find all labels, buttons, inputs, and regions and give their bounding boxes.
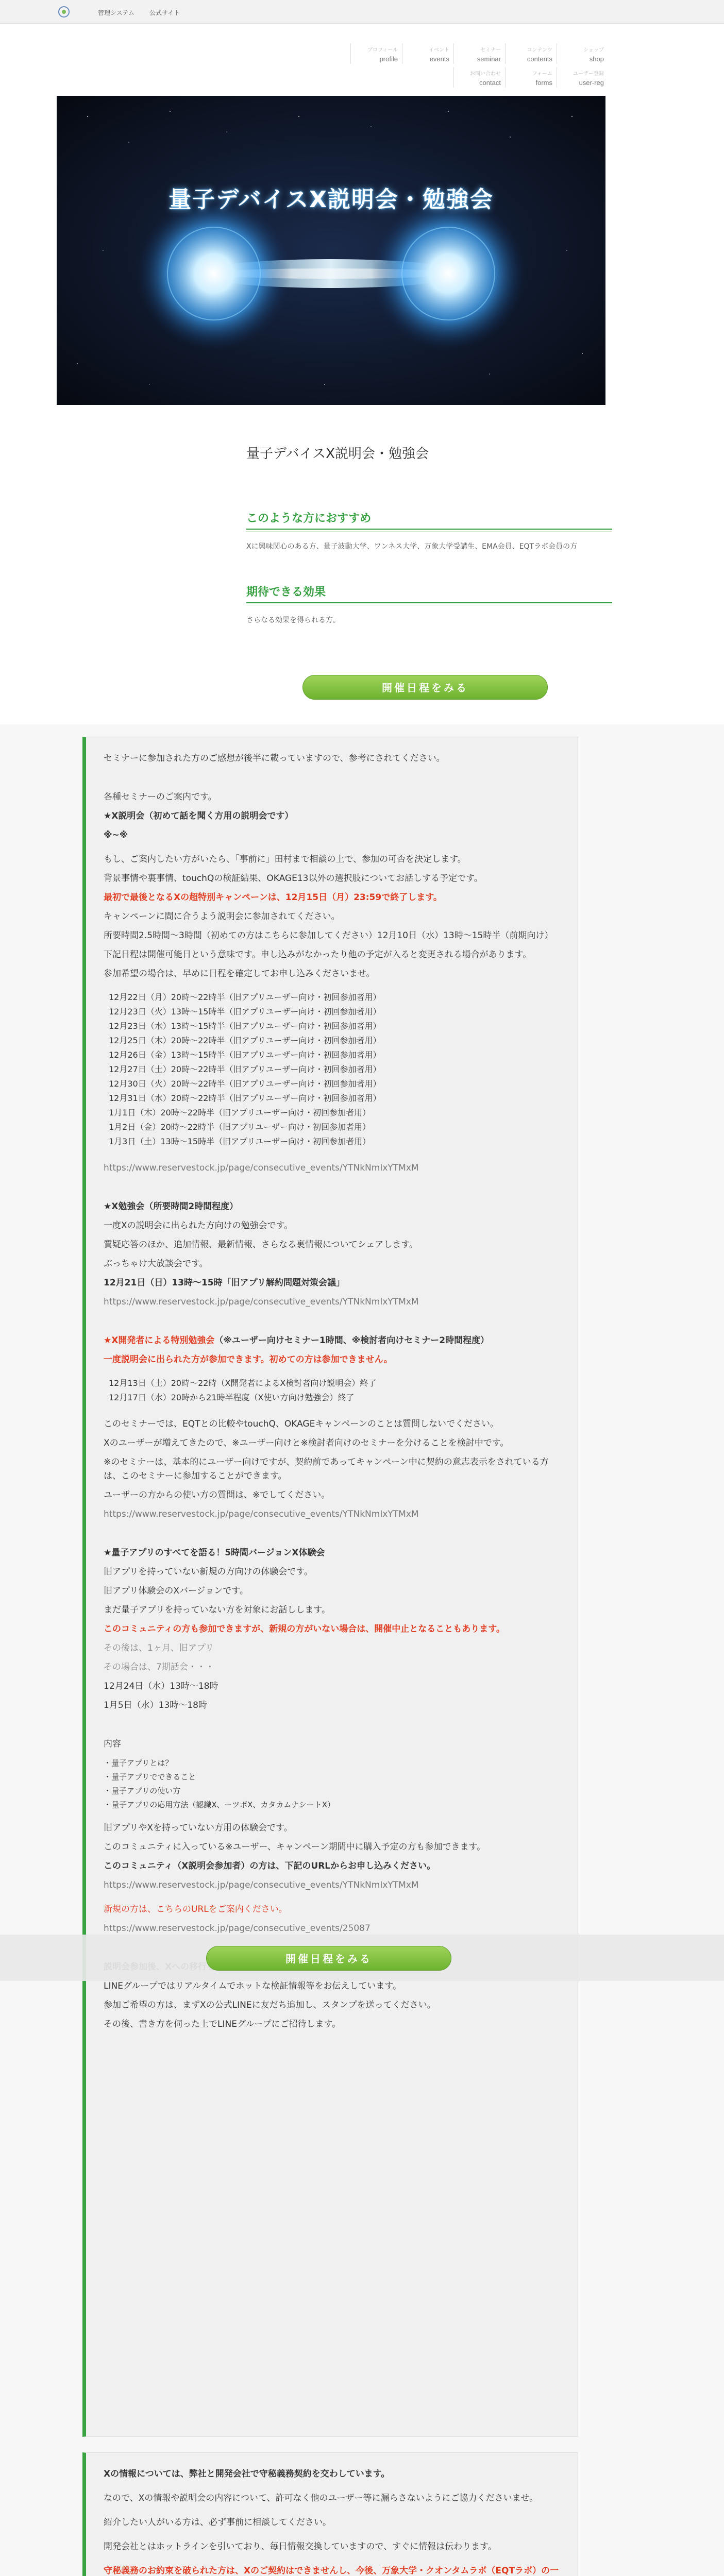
s4-p2: 旧アプリ体験会のXバージョンです。	[104, 1586, 248, 1596]
s3-title-red: ★X開発者による特別勉強会	[104, 1335, 215, 1346]
s3-notice: 一度説明会に出られた方が参加できます。初めての方は参加できません。	[104, 1354, 393, 1365]
nav-seminar[interactable]	[453, 43, 505, 64]
p2-p1: Xの情報については、弊社と開発会社で守秘義務契約を交わしています。	[104, 2469, 390, 2479]
p2-p2: なので、Xの情報や説明会の内容について、許可なく他のユーザー等に漏らさないようにご協力くださいませ。	[104, 2493, 538, 2503]
logo-icon[interactable]	[57, 5, 71, 19]
schedule-item: 1月3日（土）13時〜15時半（旧アプリユーザー向け・初回参加者用）	[109, 1137, 371, 1146]
s2-p3: ぶっちゃけ大放談会です。	[104, 1259, 208, 1269]
nav-contents-en: contents	[527, 55, 552, 63]
s1-p6: 参加希望の場合は、早めに日程を確定してお申し込みくださいませ。	[104, 969, 375, 979]
s4-date-1: 12月24日（水）13時〜18時	[104, 1681, 218, 1691]
nav-profile-en: profile	[379, 55, 398, 63]
floating-schedule-button[interactable]: 開催日程をみる	[206, 1946, 451, 1971]
nav-contact-en: contact	[479, 79, 501, 87]
nav-forms-jp: フォーム	[532, 71, 552, 77]
schedule-item: 12月17日（水）20時から21時半程度（X使い方向け勉強会）終了	[109, 1393, 355, 1402]
s1-p5: 下記日程は開催可能日という意味です。申し込みがなかったり他の予定が入ると変更される場合があります。	[104, 950, 532, 960]
nav-contact[interactable]	[453, 67, 505, 88]
floating-schedule-bar	[0, 1935, 724, 1981]
hero-banner	[57, 96, 605, 405]
schedule-item: 12月23日（火）13時〜15時半（旧アプリユーザー向け・初回参加者用）	[109, 1007, 381, 1016]
effect-heading: 期待できる効果	[246, 583, 612, 603]
s4-p1: 旧アプリを持っていない新規の方向けの体験会です。	[104, 1567, 313, 1577]
official-site-link[interactable]: 公式サイト	[149, 9, 180, 16]
s4-reserve-link-2[interactable]: https://www.reservestock.jp/page/consecutive_events/25087	[104, 1923, 371, 1934]
schedule-item: 1月1日（木）20時〜22時半（旧アプリユーザー向け・初回参加者用）	[109, 1108, 371, 1117]
s1-title: ★X説明会（初めて話を聞く方用の説明会です）	[104, 811, 294, 821]
s3-p4: ユーザーの方からの使い方の質問は、※でしてください。	[104, 1490, 330, 1500]
s2-date: 12月21日（日）13時〜15時「旧アプリ解約問題対策会議」	[104, 1278, 345, 1288]
s3-title-rest: （※ユーザー向けセミナー1時間、※検討者向けセミナー2時間程度）	[214, 1335, 490, 1346]
s4-new-user-notice: 新規の方は、こちらのURLをご案内ください。	[104, 1904, 288, 1914]
schedule-item: 12月13日（土）20時〜22時（X開発者によるX検討者向け説明会）終了	[109, 1378, 377, 1388]
schedule-item: 12月30日（火）20時〜22時半（旧アプリユーザー向け・初回参加者用）	[109, 1079, 381, 1089]
s3-reserve-link[interactable]: https://www.reservestock.jp/page/consecutive_events/YTNkNmIxYTMxM	[104, 1509, 419, 1519]
s3-schedule-list	[104, 1377, 560, 1404]
s4-p4: 旧アプリやXを持っていない方用の体験会です。	[104, 1823, 293, 1833]
s1-p4: 所要時間2.5時間〜3時間（初めての方はこちらに参加してください）12月10日（水）13時〜15時半（前期向け）	[104, 930, 553, 941]
s2-title: ★X勉強会（所要時間2時間程度）	[104, 1201, 239, 1212]
global-nav	[340, 43, 608, 89]
s5-p2: LINEグループではリアルタイムでホットな検証情報等をお伝えしています。	[104, 1981, 402, 1991]
p2-p3: 紹介したい人がいる方は、必ず事前に相談してください。	[104, 2517, 331, 2528]
nav-shop-en: shop	[589, 55, 604, 63]
effect-text: さらなる効果を得られる方。	[246, 616, 340, 624]
seminar-info-panel	[82, 737, 578, 2437]
recommend-text: Xに興味関心のある方、量子波動大学、ワンネス大学、万象大学受講生、EMA会員、EQTラボ会員の方	[246, 543, 578, 551]
s4-reserve-link-1[interactable]: https://www.reservestock.jp/page/consecutive_events/YTNkNmIxYTMxM	[104, 1880, 419, 1890]
nav-forms[interactable]	[505, 67, 557, 88]
nav-shop-jp: ショップ	[583, 47, 604, 53]
p2-warning: 守秘義務のお約束を破られた方は、Xのご契約はできませんし、今後、万象大学・クオンタムラボ（EQTラボ）の一	[104, 2566, 559, 2576]
nav-profile-jp: プロフィール	[367, 47, 398, 53]
list-item: ・量子アプリとは？	[104, 1758, 173, 1768]
hero-title: 量子デバイスX説明会・勉強会	[169, 187, 494, 213]
schedule-item: 12月22日（月）20時〜22時半（旧アプリユーザー向け・初回参加者用）	[109, 992, 381, 1002]
nav-seminar-jp: セミナー	[480, 47, 501, 53]
nav-contents-jp: コンテンツ	[527, 47, 552, 53]
s3-p1: このセミナーでは、EQTとの比較やtouchQ、OKAGEキャンペーンのことは質問しないでください。	[104, 1419, 499, 1429]
nav-events-jp: イベント	[429, 47, 449, 53]
s1-p1: もし、ご案内したい方がいたら、「事前に」田村まで相談の上で、参加の可否を決定します。	[104, 854, 466, 865]
s1-p2: 背景事情や裏事情、touchQの検証結果、OKAGE13以外の選択肢についてお話しする予定です。	[104, 873, 483, 884]
s3-p2: Xのユーザーが増えてきたので、※ユーザー向けと※検討者向けのセミナーを分けることを検討中です。	[104, 1438, 509, 1448]
nav-user-reg-jp: ユーザー登録	[573, 71, 604, 77]
s4-p5: このコミュニティに入っている※ユーザー、キャンペーン期間中に購入予定の方も参加できます。	[104, 1842, 486, 1852]
s1-schedule-list	[104, 991, 560, 1148]
list-item: ・量子アプリでできること	[104, 1772, 196, 1782]
view-schedule-button[interactable]: 開催日程をみる	[302, 675, 548, 700]
list-item: ・量子アプリの応用方法（認識X、ーツボX、カタカムナシートX）	[104, 1800, 335, 1809]
s1-reserve-link[interactable]: https://www.reservestock.jp/page/consecutive_events/YTNkNmIxYTMxM	[104, 1163, 419, 1173]
s1-campaign-notice: 最初で最後となるXの超特別キャンペーンは、12月15日（月）23:59で終了します。	[104, 892, 442, 903]
p2-p4: 開発会社とはホットラインを引いており、毎日情報交換していますので、すぐに情報は伝わります。	[104, 2541, 497, 2552]
s2-reserve-link[interactable]: https://www.reservestock.jp/page/consecutive_events/YTNkNmIxYTMxM	[104, 1297, 419, 1307]
nav-forms-en: forms	[535, 79, 552, 87]
s1-sub: ※~※	[104, 830, 128, 840]
list-intro: 各種セミナーのご案内です。	[104, 792, 217, 802]
schedule-item: 12月23日（水）13時〜15時半（旧アプリユーザー向け・初回参加者用）	[109, 1021, 381, 1031]
s5-p3: 参加ご希望の方は、まずXの公式LINEに友だち追加し、スタンプを送ってください。	[104, 2000, 436, 2010]
s3-p3: ※のセミナーは、基本的にユーザー向けですが、契約前であってキャンペーン中に契約の意志表示をされている方は、このセミナーに参加することができます。	[104, 1457, 549, 1481]
admin-system-link[interactable]: 管理システム	[98, 9, 134, 16]
nav-user-reg[interactable]	[557, 67, 608, 88]
nav-contact-jp: お問い合わせ	[470, 71, 501, 77]
hero-background	[57, 96, 605, 405]
nav-events[interactable]	[402, 43, 453, 64]
schedule-item: 12月27日（土）20時〜22時半（旧アプリユーザー向け・初回参加者用）	[109, 1064, 381, 1074]
top-bar	[0, 0, 724, 24]
page-title: 量子デバイスX説明会・勉強会	[246, 446, 429, 462]
s4-date-2: 1月5日（水）13時〜18時	[104, 1700, 207, 1710]
recommend-heading: このような方におすすめ	[246, 510, 612, 530]
confidentiality-panel	[82, 2452, 578, 2576]
schedule-item: 12月31日（水）20時〜22時半（旧アプリユーザー向け・初回参加者用）	[109, 1093, 381, 1103]
nav-user-reg-en: user-reg	[579, 79, 604, 87]
schedule-item: 1月2日（金）20時〜22時半（旧アプリユーザー向け・初回参加者用）	[109, 1122, 371, 1132]
s4-hidden-text-2: その場合は、7期話会・・・	[104, 1662, 214, 1672]
s4-p6: このコミュニティ（X説明会参加者）の方は、下記のURLからお申し込みください。	[104, 1861, 436, 1871]
s2-p1: 一度Xの説明会に出られた方向けの勉強会です。	[104, 1221, 293, 1231]
list-item: ・量子アプリの使い方	[104, 1786, 181, 1795]
s4-p3: まだ量子アプリを持っていない方を対象にお話しします。	[104, 1605, 330, 1615]
s2-p2: 質疑応答のほか、追加情報、最新情報、さらなる裏情報についてシェアします。	[104, 1240, 418, 1250]
nav-events-en: events	[429, 55, 449, 63]
s1-p3: キャンペーンに間に合うよう説明会に参加されてください。	[104, 911, 340, 922]
s3-title	[104, 1334, 560, 1348]
s4-hidden-text-1: その後は、1ヶ月、旧アプリ	[104, 1643, 214, 1653]
s4-content-label: 内容	[104, 1739, 121, 1749]
nav-profile[interactable]	[350, 43, 402, 64]
schedule-item: 12月25日（木）20時〜22時半（旧アプリユーザー向け・初回参加者用）	[109, 1036, 381, 1045]
s4-notice: このコミュニティの方も参加できますが、新規の方がいない場合は、開催中止となることもあります。	[104, 1624, 505, 1634]
s5-p4: その後、書き方を伺った上でLINEグループにご招待します。	[104, 2019, 341, 2029]
page-content	[246, 443, 612, 626]
s4-content-list	[104, 1756, 560, 1812]
schedule-item: 12月26日（金）13時〜15時半（旧アプリユーザー向け・初回参加者用）	[109, 1050, 381, 1060]
s4-title: ★量子アプリのすべてを語る！5時間バージョンX体験会	[104, 1548, 325, 1558]
nav-shop[interactable]	[557, 43, 608, 64]
nav-seminar-en: seminar	[477, 55, 501, 63]
intro-text: セミナーに参加された方のご感想が後半に載っていますので、参考にされてください。	[104, 753, 445, 764]
nav-contents[interactable]	[505, 43, 557, 64]
